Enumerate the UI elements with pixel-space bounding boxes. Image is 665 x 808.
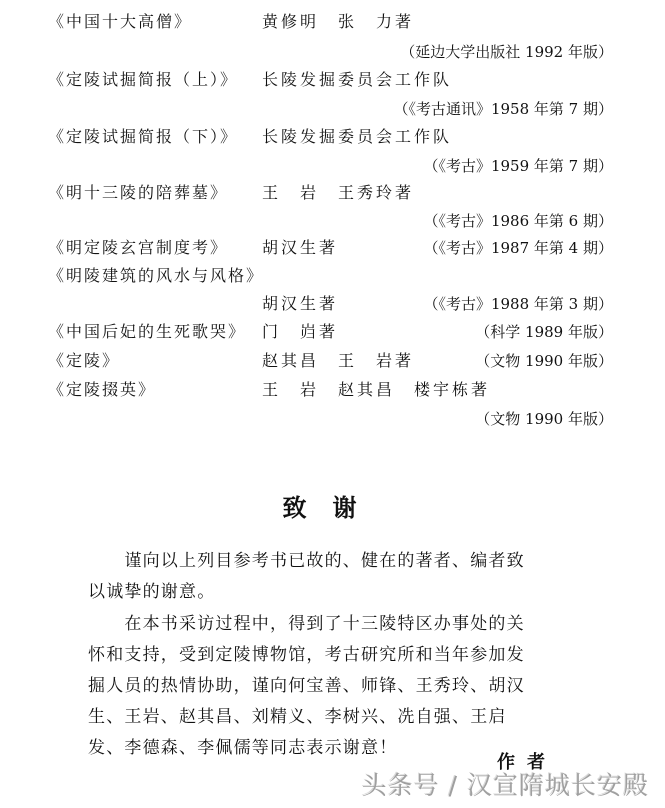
reference-author-6: 胡汉生著 xyxy=(262,294,339,313)
reference-author-5: 胡汉生著 xyxy=(262,238,339,257)
reference-source-2: （《考古通讯》1958 年第 7 期） xyxy=(393,100,613,118)
reference-author-9: 王 岩 赵其昌 楼宇栋著 xyxy=(262,380,491,399)
reference-author-8: 赵其昌 王 岩著 xyxy=(262,351,415,370)
reference-author-4: 王 岩 王秀玲著 xyxy=(262,183,415,202)
acknowledgement-line-5: 掘人员的热情协助，谨向何宝善、师锋、王秀玲、胡汉 xyxy=(88,676,525,696)
reference-source-8: （文物 1990 年版） xyxy=(475,352,613,370)
reference-author-3: 长陵发掘委员会工作队 xyxy=(262,127,453,146)
acknowledgement-line-4: 怀和支持，受到定陵博物馆，考古研究所和当年参加发 xyxy=(88,645,525,665)
reference-title-6: 《明陵建筑的风水与风格》 xyxy=(48,266,265,285)
watermark-text: 头条号 / 汉宣隋城长安殿 xyxy=(361,771,649,800)
reference-source-9: （文物 1990 年版） xyxy=(475,410,613,428)
reference-author-7: 门 岿著 xyxy=(262,322,339,341)
reference-author-1: 黄修明 张 力著 xyxy=(262,12,415,31)
acknowledgement-line-1: 谨向以上列目参考书已故的、健在的著者、编者致 xyxy=(88,551,525,571)
acknowledgement-heading: 致谢 xyxy=(282,494,383,522)
reference-title-1: 《中国十大高僧》 xyxy=(48,12,193,31)
acknowledgement-line-7: 发、李德森、李佩儒等同志表示谢意！ xyxy=(88,738,398,758)
reference-source-4: （《考古》1986 年第 6 期） xyxy=(423,212,613,230)
reference-title-5: 《明定陵玄宫制度考》 xyxy=(48,238,229,257)
acknowledgement-line-6: 生、王岩、赵其昌、刘精义、李树兴、冼自强、王启 xyxy=(88,707,507,727)
reference-source-7: （科学 1989 年版） xyxy=(475,323,613,341)
reference-title-3: 《定陵试掘简报（下）》 xyxy=(48,127,239,146)
reference-title-4: 《明十三陵的陪葬墓》 xyxy=(48,183,229,202)
reference-title-2: 《定陵试掘简报（上）》 xyxy=(48,70,239,89)
acknowledgement-line-3: 在本书采访过程中，得到了十三陵特区办事处的关 xyxy=(88,614,525,634)
reference-title-7: 《中国后妃的生死歌哭》 xyxy=(48,322,247,341)
reference-source-1: （延边大学出版社 1992 年版） xyxy=(400,43,613,61)
reference-title-9: 《定陵掇英》 xyxy=(48,380,157,399)
reference-source-3: （《考古》1959 年第 7 期） xyxy=(423,157,613,175)
reference-source-6: （《考古》1988 年第 3 期） xyxy=(423,295,613,313)
reference-author-2: 长陵发掘委员会工作队 xyxy=(262,70,453,89)
acknowledgement-line-2: 以诚挚的谢意。 xyxy=(88,582,216,602)
reference-title-8: 《定陵》 xyxy=(48,351,121,370)
author-signature: 作者 xyxy=(497,752,557,773)
reference-source-5: （《考古》1987 年第 4 期） xyxy=(423,239,613,257)
